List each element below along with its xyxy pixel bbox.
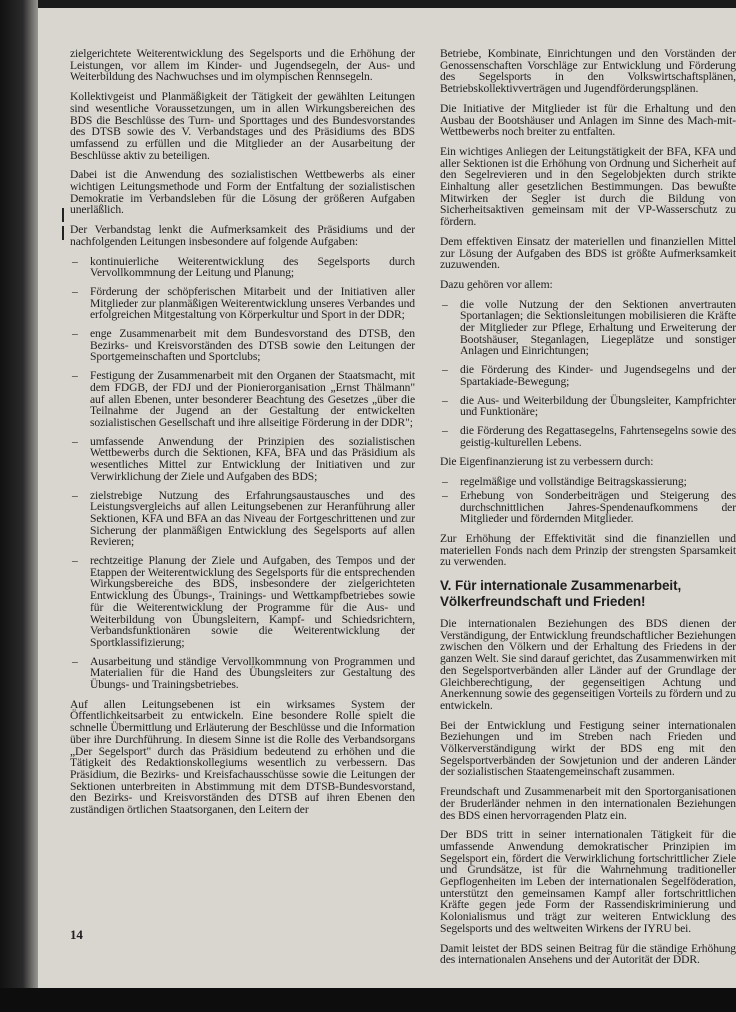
scan-bottom-edge xyxy=(0,988,736,1012)
paragraph: Freundschaft und Zusammenarbeit mit den Sportorganisationen der Bruderländer nehmen in den internationalen Beziehungen des BDS einen hervorragenden Platz ein. xyxy=(440,785,736,822)
list-item: – die Förderung des Kinder- und Jugendsegelns und der Spartakiade-Bewegung; xyxy=(440,364,736,387)
list-item: – kontinuierliche Weiterentwicklung des Segelsports durch Vervollkommnung der Leitung und Planung; xyxy=(70,256,415,279)
list-item: – Festigung der Zusammenarbeit mit den Organen der Staatsmacht, mit dem FDGB, der FDJ und der Pionierorganisation „Ernst Thälmann" auf allen Ebenen, unter besonderer Beachtung des Gesetzes „über die Teilnahme der Jugend an der Gestaltung der entwickelten sozialistischen Gesellschaft und ihre allseitige Förderung in der DDR"; xyxy=(70,370,415,429)
list-item: – enge Zusammenarbeit mit dem Bundesvorstand des DTSB, den Bezirks- und Kreisvorständen des DTSB sowie den Leitungen der Sportgemeinschaften und Sportclubs; xyxy=(70,328,415,363)
paragraph: zielgerichtete Weiterentwicklung des Segelsports und die Erhöhung der Leistungen, vor allem im Kinder- und Jugendsegeln, der Aus- und Weiterbildung des Nachwuchses und im olympischen Rennsegeln. xyxy=(70,47,415,84)
book-spine-shadow xyxy=(0,0,38,1012)
paragraph: Ein wichtiges Anliegen der Leitungstätigkeit der BFA, KFA und aller Sektionen ist die Erhöhung von Ordnung und Sicherheit auf den Segelrevieren und in den Segelobjekten durch strikte Einhaltung aller gesetzlichen Bestimmungen. Das bewußte Mitwirken der Segler ist durch die Bildung von Sicherheitsaktiven gemeinsam mit der VP-Wasserschutz zu fördern. xyxy=(440,144,736,229)
paragraph: Bei der Entwicklung und Festigung seiner internationalen Beziehungen und im Streben nach Frieden und Völkerverständigung wirkt der BDS eng mit den Segelsportverbänden der Sowjetunion und der anderen Länder der sozialistischen Staatengemeinschaft zusammen. xyxy=(440,718,736,779)
paragraph: Der Verbandstag lenkt die Aufmerksamkeit des Präsidiums und der nachfolgenden Leitungen insbesondere auf folgende Aufgaben: xyxy=(70,223,415,248)
paragraph: Der BDS tritt in seiner internationalen Tätigkeit für die umfassende Anwendung demokratischer Prinzipien im Segelsport ein, fördert die Verwirklichung fortschrittlicher Ziele und Grundsätze, ist für die Wahrnehmung traditioneller Gepflogenheiten im Leben der internationalen Segelföderation, unterstützt den gemeinsamen Kampf aller fortschrittlichen Kräfte gegen jede Form der Rassendiskriminierung und Kolonialismus und trägt zur weiteren Entwicklung des Segelsports und des weltweiten Wirkens der IYRU bei. xyxy=(440,828,736,935)
paragraph: Dabei ist die Anwendung des sozialistischen Wettbewerbs als einer wichtigen Leitungsmethode und Form der Entfaltung der sozialistischen Demokratie im Verbandsleben für die Lösung der größeren Aufgaben unerläßlich. xyxy=(70,168,415,217)
paragraph: Damit leistet der BDS seinen Beitrag für die ständige Erhöhung des internationalen Ansehens und der Autorität der DDR. xyxy=(440,941,736,967)
resource-list xyxy=(440,299,736,449)
document-page xyxy=(38,8,736,988)
list-item: – Ausarbeitung und ständige Vervollkommnung von Programmen und Materialien für die Hand des Übungsleiters zur Gestaltung des Übungs- und Trainingsbetriebes. xyxy=(70,656,415,691)
list-item: – zielstrebige Nutzung des Erfahrungsaustausches und des Leistungsvergleichs auf allen Leitungsebenen zur Heranführung aller Sektionen, KFA und BFA an das Niveau der Fortgeschrittenen und zur Sicherung der planmäßigen Entwicklung des Segelsports auf allen Revieren; xyxy=(70,490,415,549)
list-item: – umfassende Anwendung der Prinzipien des sozialistischen Wettbewerbs durch die Sektionen, KFA, BFA und das Präsidium als wesentliches Mittel zur Entwicklung der Initiativen und zur Verwirklichung der Ziele und Aufgaben des BDS; xyxy=(70,436,415,483)
left-column xyxy=(70,48,415,824)
right-column xyxy=(440,48,736,974)
list-item: – Förderung der schöpferischen Mitarbeit und der Initiativen aller Mitglieder zur planmäßigen Weiterentwicklung unseres Verbandes und erfolgreichen Mitgestaltung von Körperkultur und Sport in der DDR; xyxy=(70,286,415,321)
list-item: – die Förderung des Regattasegelns, Fahrtensegelns sowie des geistig-kulturellen Lebens. xyxy=(440,425,736,448)
list-item: – Erhebung von Sonderbeiträgen und Steigerung des durchschnittlichen Jahres-Spendenaufkommens der Mitglieder und fördernden Mitglieder. xyxy=(440,490,736,525)
paragraph: Betriebe, Kombinate, Einrichtungen und den Vorständen der Genossenschaften Vorschläge zur Entwicklung und Förderung des Segelsports in den Volkswirtschaftsplänen, Betriebskollektivverträgen und Jugendförderungsplänen. xyxy=(440,47,736,96)
paragraph: Die internationalen Beziehungen des BDS dienen der Verständigung, der Entwicklung freundschaftlicher Beziehungen zwischen den Völkern und der Erhaltung des Friedens in der ganzen Welt. Sie sind darauf gerichtet, das Zusammenwirken mit den Segelsportverbänden aller Länder auf der Grundlage der Gleichberechtigung, der gegenseitigen Achtung und Anerkennung sowie des gegenseitigen Vorteils zu fördern und zu entwickeln. xyxy=(440,617,736,712)
paragraph: Die Eigenfinanzierung ist zu verbessern durch: xyxy=(440,455,654,469)
paragraph: Kollektivgeist und Planmäßigkeit der Tätigkeit der gewählten Leitungen sind wesentliche Voraussetzungen, um in allen Wirkungsbereichen des BDS die Beschlüsse des Turn- und Sporttages und des Bundesvorstandes des DTSB sowie des V. Verbandstages und des Präsidiums des BDS umfassend zu erfüllen und die Mitglieder an der Ausarbeitung der Beschlüsse aktiv zu beteiligen. xyxy=(70,90,415,162)
paragraph: Zur Erhöhung der Effektivität sind die finanziellen und materiellen Fonds nach dem Prinzip der strengsten Sparsamkeit zu verwenden. xyxy=(440,531,736,569)
page-number: 14 xyxy=(70,927,83,942)
finance-list xyxy=(440,476,736,525)
list-item: – die volle Nutzung der den Sektionen anvertrauten Sportanlagen; die Sektionsleitungen mobilisieren die Kräfte der Mitglieder zur Pflege, Erhaltung und Erweiterung der Bootshäuser, Steganlagen, Liegeplätze und sonstiger Anlagen und Einrichtungen; xyxy=(440,299,736,358)
section-heading: V. Für internationale Zusammenarbeit, Völkerfreundschaft und Frieden! xyxy=(440,578,682,610)
list-item: – regelmäßige und vollständige Beitragskassierung; xyxy=(440,476,736,488)
task-list xyxy=(70,256,415,691)
paragraph: Dem effektiven Einsatz der materiellen und finanziellen Mittel zur Lösung der Aufgaben des BDS ist größte Aufmerksamkeit zuzuwenden. xyxy=(440,234,736,272)
paragraph: Dazu gehören vor allem: xyxy=(440,277,553,291)
margin-mark xyxy=(62,208,64,222)
list-item: – rechtzeitige Planung der Ziele und Aufgaben, des Tempos und der Etappen der Weiterentwicklung des Segelsports für die entsprechenden Wirkungsbereiche des BDS, insbesondere der zielgerichteten Entwicklung des Übungs-, Trainings- und Wettkampfbetriebes sowie für die Weiterentwicklung der Programme für die Aus- und Weiterbildung von Übungsleitern, Kampf- und Schiedsrichtern, Verbandsfunktionären sowie die Weiterentwicklung der Sportklassifizierung; xyxy=(70,555,415,649)
paragraph: Die Initiative der Mitglieder ist für die Erhaltung und den Ausbau der Bootshäuser und Anlagen im Sinne des Mach-mit-Wettbewerbs noch breiter zu entfalten. xyxy=(440,101,736,139)
list-item: – die Aus- und Weiterbildung der Übungsleiter, Kampfrichter und Funktionäre; xyxy=(440,395,736,418)
paragraph: Auf allen Leitungsebenen ist ein wirksames System der Öffentlichkeitsarbeit zu entwickeln. Eine besondere Rolle spielt die schnelle Übermittlung und Erläuterung der Beschlüsse und die Information über ihre Durchführung. In diesem Sinne ist die Rolle des Verbandsorgans „Der Segelsport" durch das Präsidium bedeutend zu erhöhen und die Tätigkeit des Redaktionskollegiums wesentlich zu verbessern. Das Präsidium, die Bezirks- und Kreisfachausschüsse sowie die Leitungen der Sektionen unterbreiten in Abstimmung mit dem DTSB-Bundesvorstand, den Bezirks- und Kreisvorständen des DTSB auf ihren Ebenen den zuständigen örtlichen Staatsorganen, den Leitern der xyxy=(70,697,415,817)
margin-mark xyxy=(62,226,64,240)
